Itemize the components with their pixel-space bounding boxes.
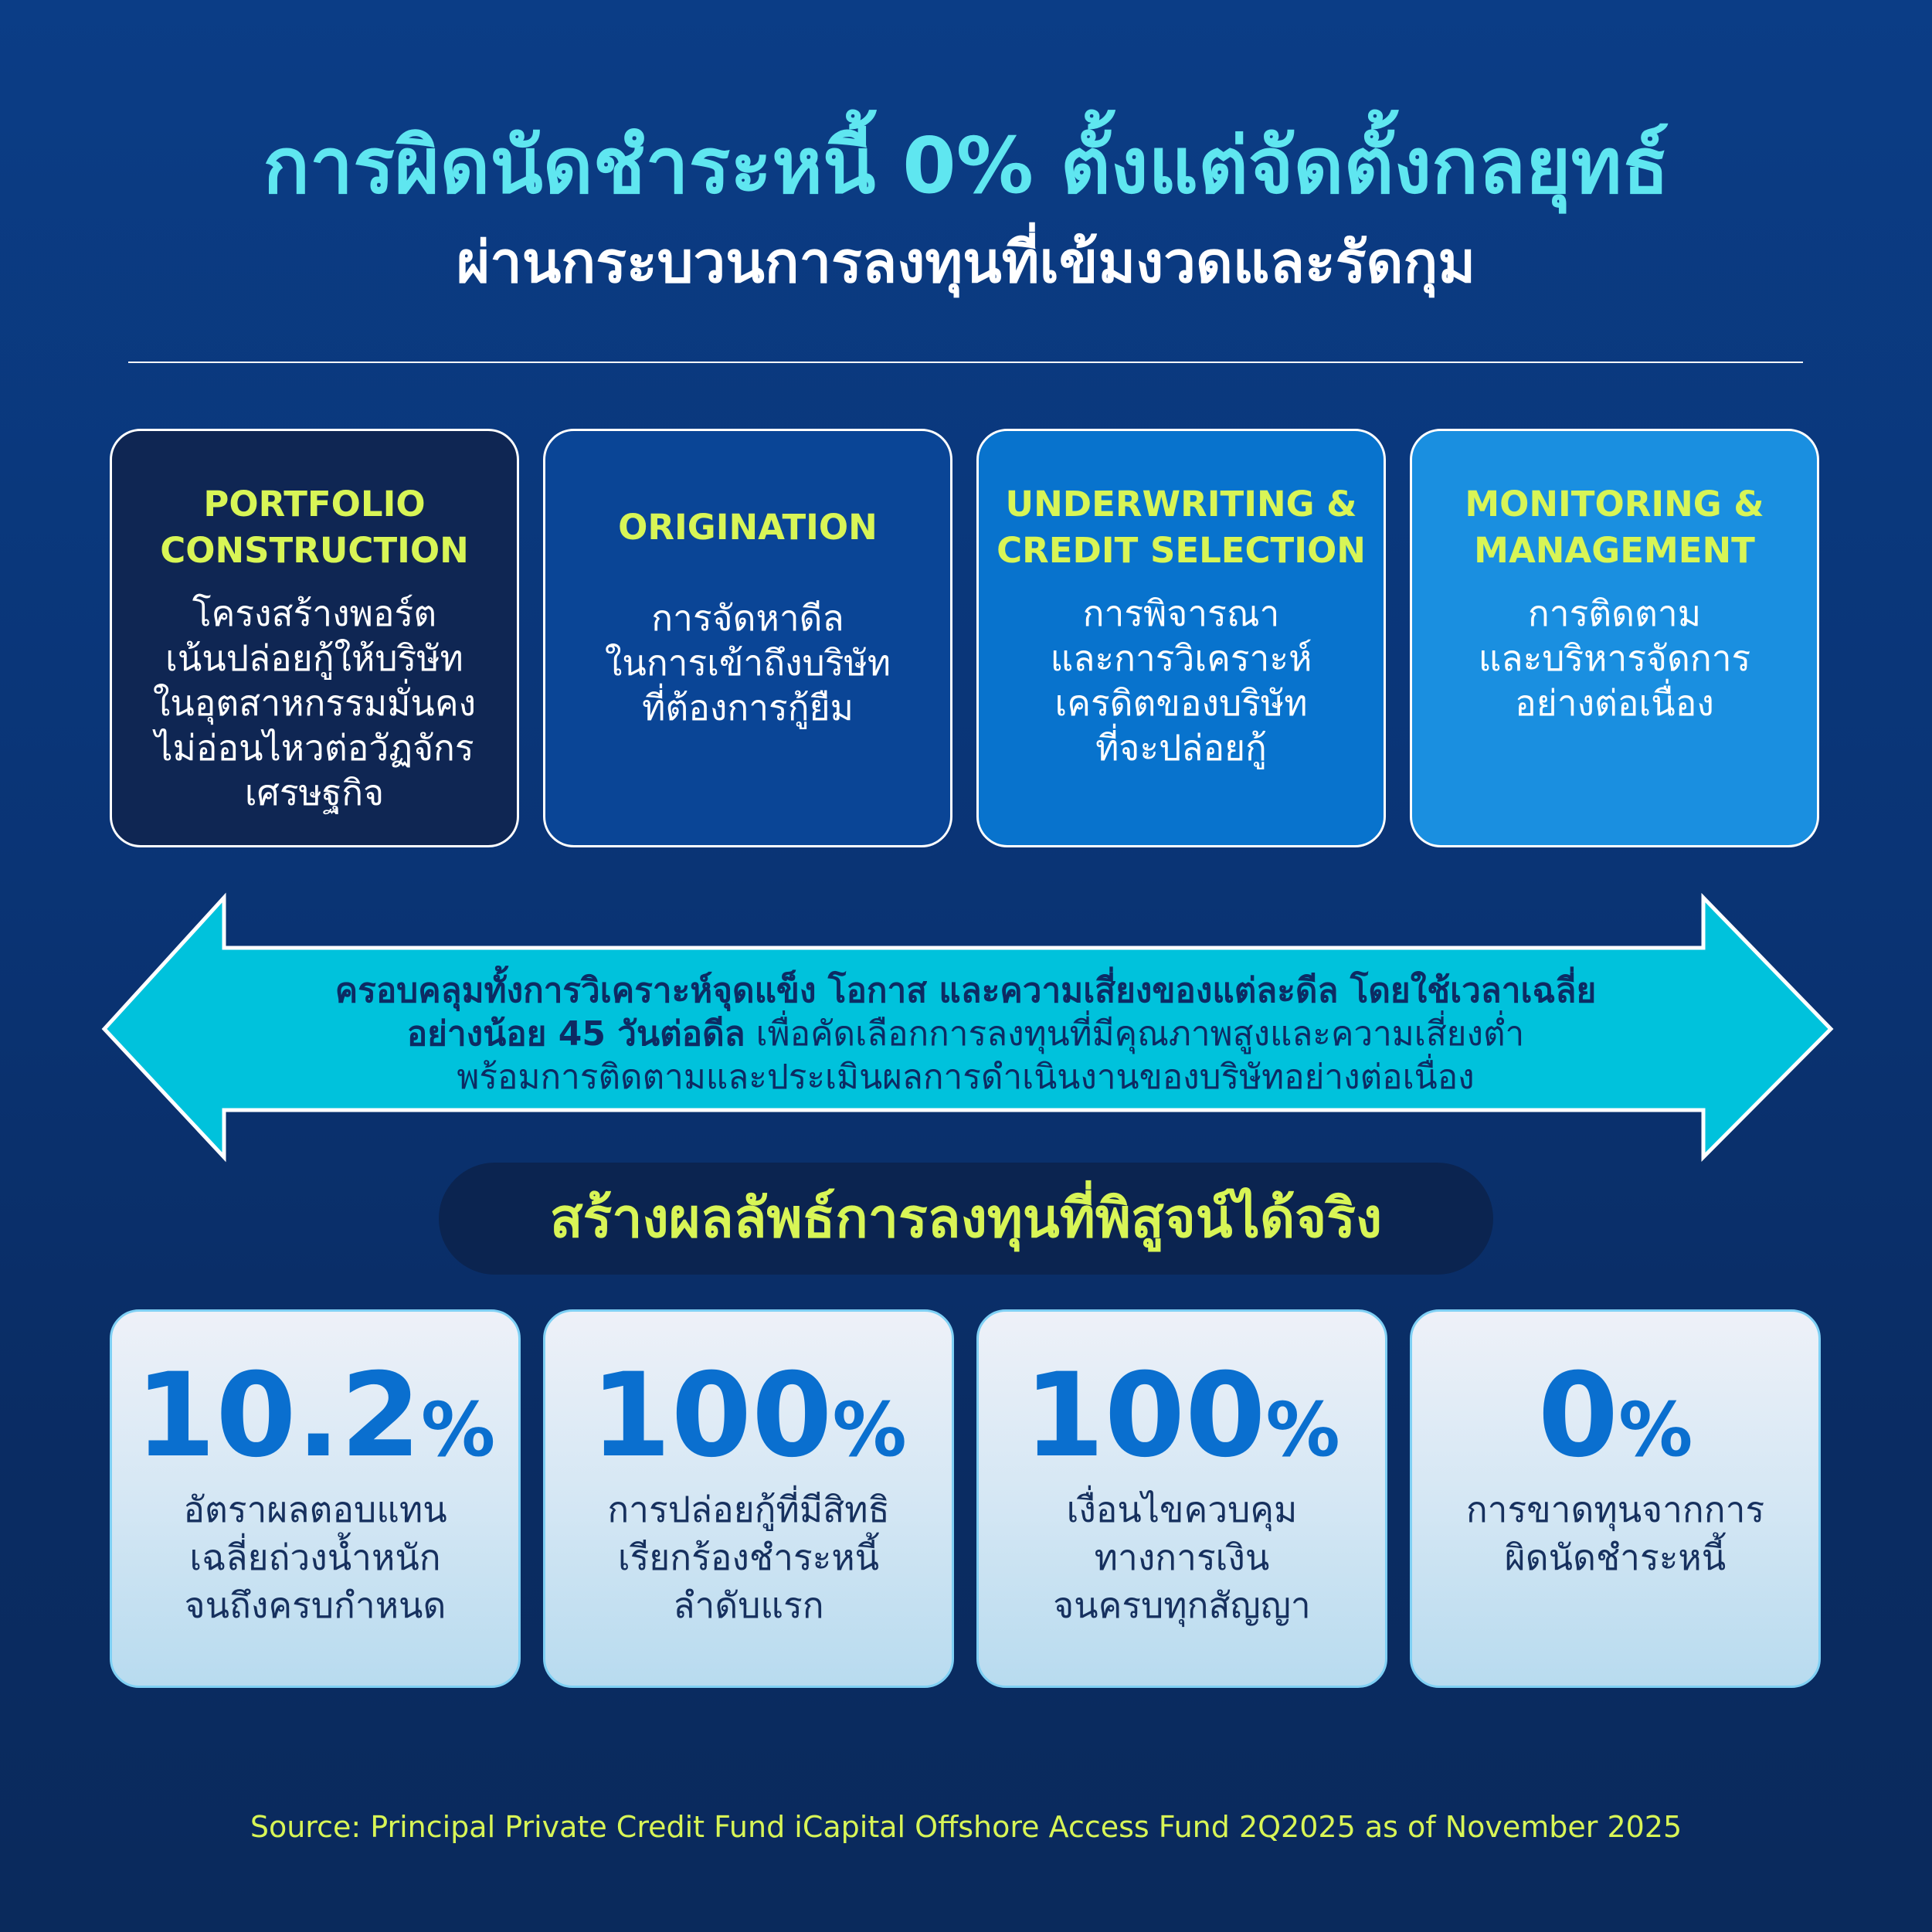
- results-heading: สร้างผลลัพธ์การลงทุนที่พิสูจน์ได้จริง: [439, 1163, 1493, 1275]
- stat-label: เงื่อนไขควบคุม ทางการเงิน จนครบทุกสัญญา: [1053, 1489, 1311, 1626]
- card-monitoring: [1410, 429, 1819, 847]
- card-title: PORTFOLIO CONSTRUCTION: [160, 484, 469, 571]
- stat-unit: %: [1618, 1387, 1693, 1473]
- card-body: การจัดหาดีล ในการเข้าถึงบริษัท ที่ต้องการกู้ยืม: [604, 597, 891, 728]
- stat-unit: %: [832, 1387, 907, 1473]
- stat-unit: %: [1265, 1387, 1340, 1473]
- stat-card-covenants: [976, 1309, 1387, 1688]
- arrow-description: [216, 969, 1715, 1099]
- stat-label: อัตราผลตอบแทน เฉลี่ยถ่วงน้ำหนัก จนถึงครบกำหนด: [183, 1489, 447, 1626]
- divider: [128, 362, 1803, 363]
- stat-number: 100: [590, 1349, 833, 1483]
- arrow-line3: พร้อมการติดตามและประเมินผลการดำเนินงานของบริษัทอย่างต่อเนื่อง: [457, 1058, 1475, 1097]
- stat-label: การขาดทุนจากการ ผิดนัดชำระหนี้: [1465, 1489, 1765, 1578]
- stat-number: 10.2: [134, 1349, 421, 1483]
- subtitle: ผ่านกระบวนการลงทุนที่เข้มงวดและรัดกุม: [456, 229, 1476, 296]
- card-body: การพิจารณา และการวิเคราะห์ เครดิตของบริษัท ที่จะปล่อยกู้: [1050, 593, 1312, 769]
- card-title: UNDERWRITING & CREDIT SELECTION: [997, 484, 1366, 571]
- stat-card-first-lien: [543, 1309, 954, 1688]
- stat-unit: %: [420, 1387, 496, 1473]
- arrow-line1: ครอบคลุมทั้งการวิเคราะห์จุดแข็ง โอกาส และความเสี่ยงของแต่ละดีล โดยใช้เวลาเฉลี่ย: [334, 971, 1597, 1010]
- arrow-line2: เพื่อคัดเลือกการลงทุนที่มีคุณภาพสูงและความเสี่ยงต่ำ: [745, 1014, 1525, 1054]
- card-title: MONITORING & MANAGEMENT: [1465, 484, 1764, 571]
- arrow-line2-bold: อย่างน้อย 45 วันต่อดีล: [406, 1014, 745, 1054]
- card-body: โครงสร้างพอร์ต เน้นปล่อยกู้ให้บริษัท ในอุตสาหกรรมมั่นคง ไม่อ่อนไหวต่อวัฏจักร เศรษฐกิจ: [152, 593, 477, 813]
- card-portfolio-construction: [110, 429, 519, 847]
- stat-number: 0: [1537, 1349, 1619, 1483]
- card-body: การติดตาม และบริหารจัดการ อย่างต่อเนื่อง: [1478, 593, 1751, 724]
- stat-label: การปล่อยกู้ที่มีสิทธิ เรียกร้องชำระหนี้ ลำดับแรก: [607, 1489, 890, 1626]
- card-title: ORIGINATION: [618, 507, 878, 548]
- main-title: การผิดนัดชำระหนี้ 0% ตั้งแต่จัดตั้งกลยุทธ์: [263, 121, 1669, 211]
- card-origination: [543, 429, 952, 847]
- stat-card-yield: [110, 1309, 521, 1688]
- card-underwriting: [976, 429, 1386, 847]
- source-note: Source: Principal Private Credit Fund iCapital Offshore Access Fund 2Q2025 as of November 2025: [250, 1810, 1682, 1844]
- stat-card-default-loss: [1410, 1309, 1821, 1688]
- stat-number: 100: [1024, 1349, 1266, 1483]
